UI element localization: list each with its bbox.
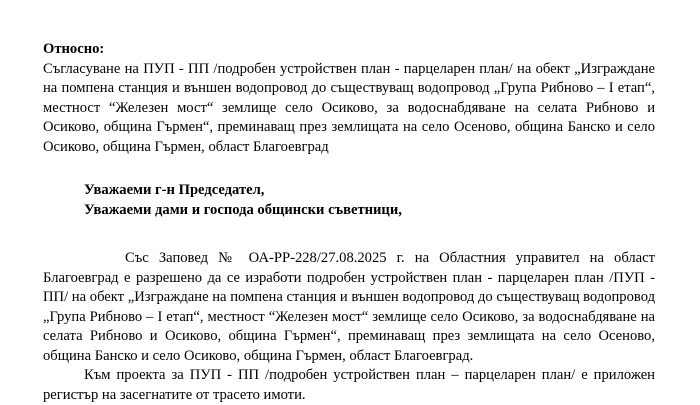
greeting-block xyxy=(43,181,655,220)
body-paragraph-2: Към проекта за ПУП - ПП /подробен устройствен план – парцеларен план/ е приложен регистър на засегнатите от трасето имоти. xyxy=(43,367,655,403)
subject-text: Съгласуване на ПУП - ПП /подробен устройствен план - парцеларен план/ на обект „Изграждане на помпена станция и външен водопровод до съществуващ водопровод „Група Рибново – І етап“, местност “Железен мост“ землище село Осиково, за водоснабдяване на селата Рибново и Осиково, община Гърмен“, преминаващ през землищата на село Осеново, община Банско и село Осиково, община Гърмен, област Благоевград xyxy=(43,60,655,155)
body-paragraph-1: Със Заповед № ОА-РР-228/27.08.2025 г. на Областния управител на област Благоевград е разрешено да се изработи подробен устройствен план - парцеларен план /ПУП - ПП/ на обект „Изграждане на помпена станция и външен водопровод до съществуващ водопровод „Група Рибново – І етап“, местност “Железен мост“ землище село Осиково, за водоснабдяване на селата Рибново и Осиково, община Гърмен“, преминаващ през землищата на село Осеново, община Банско и село Осиково, община Гърмен, област Благоевград. xyxy=(43,250,655,364)
body-block xyxy=(43,249,655,405)
greeting-councillors: Уважаеми дами и господа общински съветници, xyxy=(84,201,402,218)
document-page xyxy=(43,40,655,405)
greeting-chairman: Уважаеми г-н Председател, xyxy=(84,182,265,198)
subject-label: Относно: xyxy=(43,41,105,57)
